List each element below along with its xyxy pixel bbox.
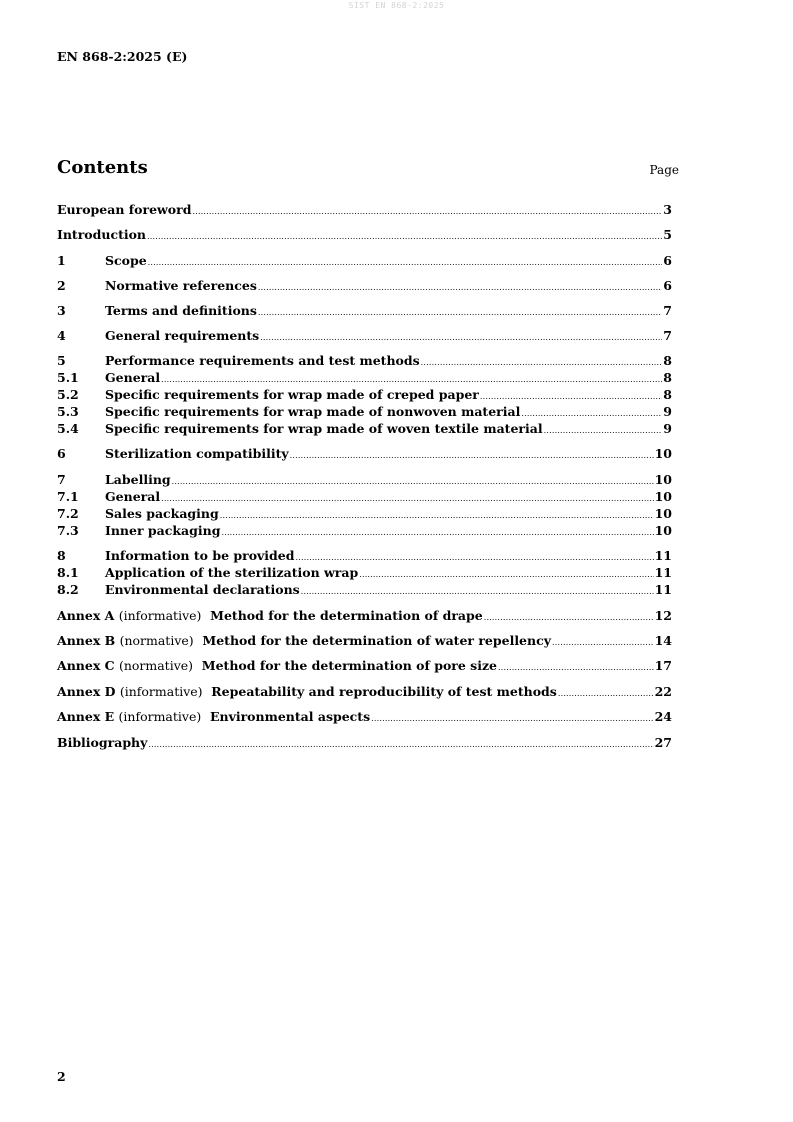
toc-dot-leader <box>544 423 663 439</box>
toc-entry-title: Scope <box>105 253 147 268</box>
toc-entry-title <box>57 684 557 700</box>
toc-dot-leader <box>260 330 662 346</box>
toc-annex-kind: (informative) <box>118 709 202 724</box>
toc-entry-title <box>57 658 497 674</box>
toc-dot-leader <box>558 686 654 702</box>
toc-dot-leader <box>258 280 662 296</box>
toc-entry-title: Specific requirements for wrap made of woven textile material <box>105 421 543 436</box>
toc-entry-number: 5.2 <box>57 387 79 402</box>
toc-annex-label: Annex B <box>57 633 116 648</box>
toc-entry-title: Introduction <box>57 227 147 242</box>
toc-entry-number: 7.3 <box>57 523 79 538</box>
toc-annex-label: Annex E <box>57 709 115 724</box>
toc-entry-page: 10 <box>654 472 672 487</box>
toc-entry-title: Performance requirements and test methods <box>105 353 420 368</box>
toc-entry-page: 17 <box>654 658 672 673</box>
contents-heading: Contents <box>57 157 148 178</box>
toc-entry-number: 1 <box>57 253 66 268</box>
toc-entry-page: 6 <box>663 253 672 268</box>
page-number: 2 <box>57 1069 66 1084</box>
toc-entry[interactable] <box>57 303 672 321</box>
toc-entry[interactable] <box>57 472 672 490</box>
toc-entry-title: General <box>105 370 161 385</box>
toc-entry-title: Application of the sterilization wrap <box>105 565 359 580</box>
toc-entry-number: 2 <box>57 278 66 293</box>
toc-dot-leader <box>148 737 653 753</box>
toc-entry-number: 5 <box>57 353 66 368</box>
toc-entry-title: General <box>105 489 161 504</box>
toc-entry[interactable] <box>57 684 672 702</box>
toc-entry-title: Specific requirements for wrap made of creped paper <box>105 387 479 402</box>
toc-entry-title: Specific requirements for wrap made of nonwoven material <box>105 404 521 419</box>
toc-entry[interactable] <box>57 565 672 583</box>
toc-entry-page: 9 <box>663 404 672 419</box>
toc-dot-leader <box>295 550 653 566</box>
toc-entry-title: General requirements <box>105 328 260 343</box>
toc-entry-page: 10 <box>654 446 672 461</box>
toc-entry[interactable] <box>57 523 672 541</box>
toc-annex-label: Annex C <box>57 658 115 673</box>
toc-entry[interactable] <box>57 202 672 220</box>
toc-entry-page: 11 <box>654 565 672 580</box>
page-column-label: Page <box>649 163 679 177</box>
document-id: EN 868-2:2025 (E) <box>57 49 188 64</box>
toc-entry-number: 8 <box>57 548 66 563</box>
toc-entry[interactable] <box>57 421 672 439</box>
toc-dot-leader <box>290 448 654 464</box>
toc-entry-page: 11 <box>654 548 672 563</box>
toc-entry-number: 3 <box>57 303 66 318</box>
toc-annex-kind: (informative) <box>119 684 203 699</box>
toc-dot-leader <box>359 567 653 583</box>
toc-dot-leader <box>480 389 662 405</box>
toc-entry[interactable] <box>57 735 672 753</box>
toc-dot-leader <box>301 584 654 600</box>
toc-entry[interactable] <box>57 387 672 405</box>
toc-entry-title: Bibliography <box>57 735 148 750</box>
toc-entry-number: 5.4 <box>57 421 79 436</box>
toc-entry-page: 8 <box>663 370 672 385</box>
toc-entry-page: 10 <box>654 489 672 504</box>
toc-entry-page: 8 <box>663 387 672 402</box>
toc-annex-kind: (normative) <box>119 633 194 648</box>
toc-entry-title <box>57 709 370 725</box>
toc-entry-title: Normative references <box>105 278 257 293</box>
toc-dot-leader <box>192 204 662 220</box>
toc-annex-title: Environmental aspects <box>209 709 371 724</box>
toc-entry-title: Information to be provided <box>105 548 295 563</box>
toc-dot-leader <box>172 474 654 490</box>
toc-entry-number: 8.1 <box>57 565 79 580</box>
toc-entry[interactable] <box>57 548 672 566</box>
toc-entry-page: 24 <box>654 709 672 724</box>
toc-dot-leader <box>148 255 663 271</box>
toc-entry-page: 6 <box>663 278 672 293</box>
toc-dot-leader <box>421 355 663 371</box>
toc-dot-leader <box>371 711 653 727</box>
toc-entry-title <box>57 633 551 649</box>
toc-annex-title: Repeatability and reproducibility of test methods <box>211 684 557 699</box>
toc-entry-page: 3 <box>663 202 672 217</box>
toc-entry[interactable] <box>57 709 672 727</box>
toc-entry-number: 5.1 <box>57 370 79 385</box>
toc-dot-leader <box>221 525 653 541</box>
toc-annex-title: Method for the determination of water repellency <box>202 633 551 648</box>
toc-entry-page: 22 <box>654 684 672 699</box>
toc-entry-page: 14 <box>654 633 672 648</box>
toc-annex-label: Annex D <box>57 684 116 699</box>
toc-annex-title: Method for the determination of drape <box>210 608 483 623</box>
toc-entry-page: 8 <box>663 353 672 368</box>
toc-entry-title <box>57 608 483 624</box>
toc-entry-page: 9 <box>663 421 672 436</box>
toc-entry-page: 7 <box>663 328 672 343</box>
toc-entry-number: 7.2 <box>57 506 79 521</box>
toc-entry[interactable] <box>57 278 672 296</box>
toc-dot-leader <box>521 406 662 422</box>
toc-dot-leader <box>161 491 653 507</box>
toc-entry[interactable] <box>57 404 672 422</box>
toc-dot-leader <box>258 305 662 321</box>
toc-entry[interactable] <box>57 506 672 524</box>
toc-entry[interactable] <box>57 489 672 507</box>
watermark: SIST EN 868-2:2025 <box>348 1 445 10</box>
toc-dot-leader <box>161 372 662 388</box>
toc-entry-number: 4 <box>57 328 66 343</box>
toc-dot-leader <box>484 610 654 626</box>
toc-entry-title: Labelling <box>105 472 171 487</box>
toc-entry-title: Sterilization compatibility <box>105 446 289 461</box>
toc-entry-number: 8.2 <box>57 582 79 597</box>
toc-annex-kind: (informative) <box>118 608 202 623</box>
toc-entry-title: Terms and definitions <box>105 303 257 318</box>
toc-entry-page: 7 <box>663 303 672 318</box>
toc-entry[interactable] <box>57 227 672 245</box>
toc-entry-title: European foreword <box>57 202 192 217</box>
toc-entry-number: 7 <box>57 472 66 487</box>
toc-entry[interactable] <box>57 328 672 346</box>
toc-entry-page: 11 <box>654 582 672 597</box>
toc-annex-kind: (normative) <box>118 658 194 673</box>
toc-entry-page: 27 <box>654 735 672 750</box>
toc-entry-page: 12 <box>654 608 672 623</box>
toc-annex-title: Method for the determination of pore size <box>201 658 498 673</box>
toc-entry[interactable] <box>57 582 672 600</box>
toc-entry[interactable] <box>57 658 672 676</box>
toc-entry[interactable] <box>57 633 672 651</box>
toc-dot-leader <box>552 635 654 651</box>
toc-dot-leader <box>147 229 662 245</box>
toc-entry-page: 10 <box>654 506 672 521</box>
toc-dot-leader <box>498 660 654 676</box>
toc-entry-number: 6 <box>57 446 66 461</box>
toc-entry-page: 10 <box>654 523 672 538</box>
toc-dot-leader <box>220 508 654 524</box>
toc-entry[interactable] <box>57 446 672 464</box>
toc-entry-title: Sales packaging <box>105 506 219 521</box>
toc-entry[interactable] <box>57 253 672 271</box>
toc-entry[interactable] <box>57 353 672 371</box>
toc-entry[interactable] <box>57 370 672 388</box>
toc-entry-page: 5 <box>663 227 672 242</box>
toc-entry-number: 5.3 <box>57 404 79 419</box>
toc-annex-label: Annex A <box>57 608 115 623</box>
toc-entry-title: Environmental declarations <box>105 582 300 597</box>
toc-entry[interactable] <box>57 608 672 626</box>
toc-entry-number: 7.1 <box>57 489 79 504</box>
toc-entry-title: Inner packaging <box>105 523 221 538</box>
